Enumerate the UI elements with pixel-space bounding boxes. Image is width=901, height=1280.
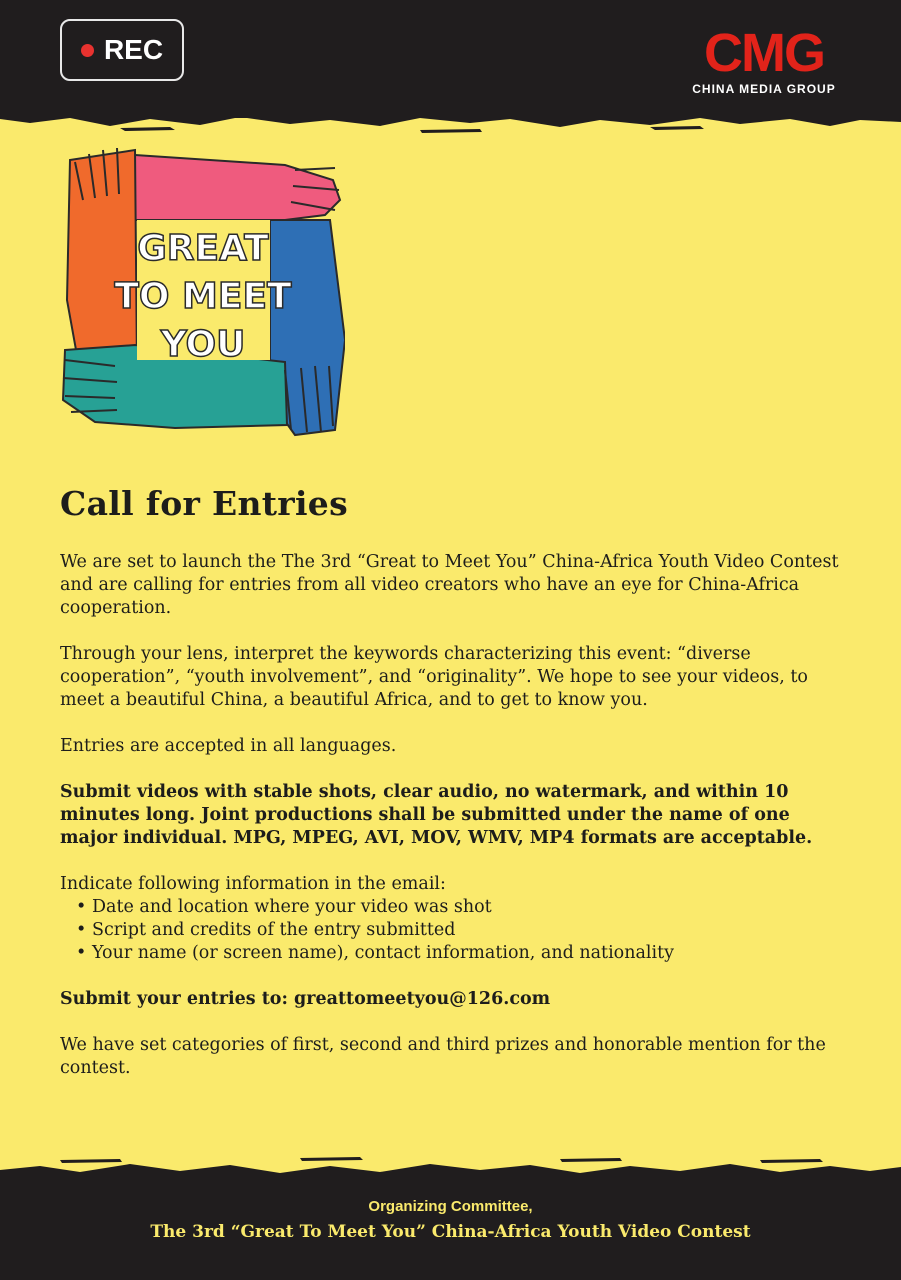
torn-edge-top [0,100,901,140]
artwork-line-1: GREAT [137,228,269,269]
record-dot-icon [81,44,94,57]
footer-contest-name: The 3rd “Great To Meet You” China-Africa Youth Video Contest [150,1222,751,1242]
submit-email-line: Submit your entries to: greattomeetyou@126.com [60,989,551,1009]
page-title: Call for Entries [60,484,348,523]
email-info-block [60,873,850,965]
email-info-list [60,896,850,965]
intro-paragraph: We are set to launch the The 3rd “Great to Meet You” China-Africa Youth Video Contest and are calling for entries from all video creators who have an eye for China-Africa cooperation. [60,552,839,618]
list-intro: Indicate following information in the email: [60,874,446,894]
rec-badge [60,19,184,81]
artwork-line-3: YOU [160,324,246,365]
footer-organizer: Organizing Committee, [368,1198,533,1215]
logo-subtitle: CHINA MEDIA GROUP [692,82,836,96]
prizes-paragraph: We have set categories of first, second and third prizes and honorable mention for the contest. [60,1035,826,1078]
main-content [60,484,850,1103]
great-to-meet-you-artwork [55,140,345,440]
requirements-paragraph: Submit videos with stable shots, clear audio, no watermark, and within 10 minutes long. Joint productions shall be submitted under the name of one major individual. MPG, MPEG, AVI, MOV, WMV, MP4 formats are acceptable. [60,782,813,848]
keywords-paragraph: Through your lens, interpret the keywords characterizing this event: “diverse cooperation”, “youth involvement”, and “originality”. We hope to see your videos, to meet a beautiful China, a beautiful Africa, and to get to know you. [60,644,808,710]
logo-wordmark: CMG [704,23,824,83]
list-item: • Your name (or screen name), contact information, and nationality [92,942,850,965]
languages-paragraph: Entries are accepted in all languages. [60,736,397,756]
list-item: • Date and location where your video was shot [92,896,850,919]
cmg-logo [688,23,840,98]
artwork-line-2: TO MEET [114,276,292,317]
rec-label: REC [103,34,164,65]
list-item: • Script and credits of the entry submitted [92,919,850,942]
